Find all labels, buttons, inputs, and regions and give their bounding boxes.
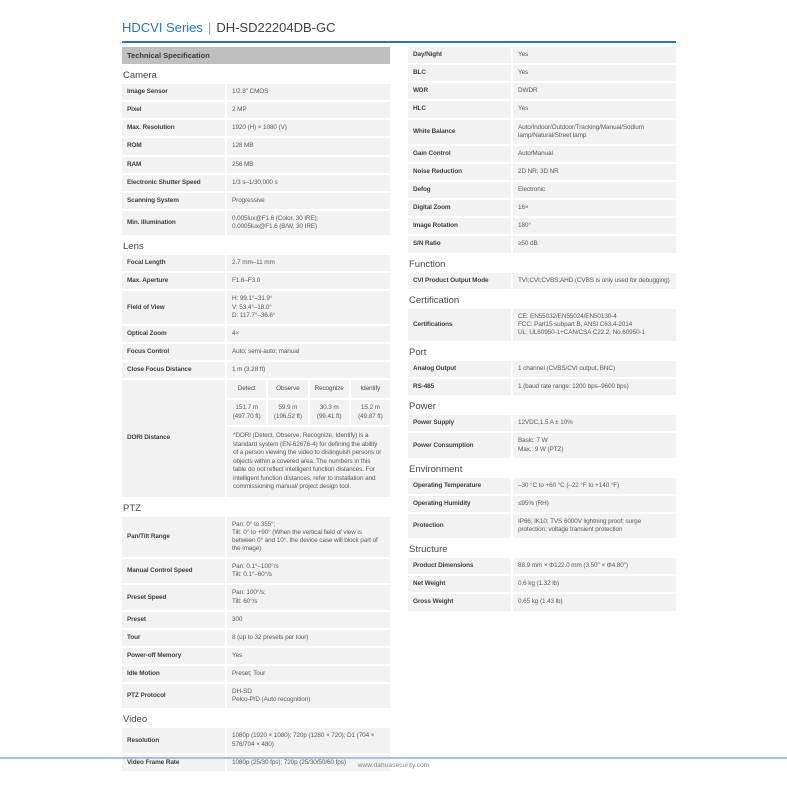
spec-row-label: White Balance: [408, 120, 511, 144]
value-line: ≥50 dB: [518, 240, 538, 248]
model-name: DH-SD22204DB-GC: [216, 20, 336, 35]
spec-row-label: RS-485: [408, 379, 511, 395]
footer-url: www.dahuasecurity.com: [357, 762, 430, 769]
value-line: 1/3 s–1/30,000 s: [232, 178, 278, 186]
spec-row-label: Gross Weight: [408, 594, 511, 610]
spec-row-label: Focal Length: [122, 255, 225, 271]
spec-row: [122, 102, 390, 118]
spec-row: [408, 182, 676, 198]
value-line: Pan: 100°/s;: [232, 589, 266, 597]
spec-row-label: Power Consumption: [408, 433, 511, 457]
spec-row-label: Tour: [122, 630, 225, 646]
title-separator: |: [207, 20, 212, 35]
spec-row-label: Field of View: [122, 291, 225, 323]
footer-rule: [0, 757, 787, 759]
spec-row-label: Image Rotation: [408, 218, 511, 234]
spec-row-value: [513, 47, 676, 63]
spec-row-value: [227, 559, 390, 583]
spec-header-bar: Technical Specification: [122, 47, 390, 64]
spec-row: [408, 309, 676, 341]
spec-row: [122, 728, 390, 752]
value-line: DWDR: [518, 87, 538, 95]
spec-row-label: Gain Control: [408, 146, 511, 162]
value-line: Yes: [518, 105, 529, 113]
spec-row-label: Certifications: [408, 309, 511, 341]
spec-row: [408, 415, 676, 431]
spec-row: [122, 517, 390, 558]
spec-row: [122, 193, 390, 209]
spec-row-label: Max. Resolution: [122, 120, 225, 136]
spec-row-value: [513, 218, 676, 234]
value-line: 0.0005lux@F1.6 (B/W, 30 IRE): [232, 223, 318, 230]
spec-row-value: [227, 326, 390, 342]
spec-row-value: [513, 309, 676, 341]
value-line: FCC: Part15 subpart B, ANSI C63.4-2014: [518, 320, 633, 328]
value-line: Auto/Indoor/Outdoor/Tracking/Manual/Sodium lamp/Natural/Street lamp: [518, 123, 644, 139]
spec-row-value: [513, 200, 676, 216]
spec-row: [408, 65, 676, 81]
dori-value-line: (196.52 ft): [273, 412, 302, 420]
spec-row: [408, 218, 676, 234]
section-title: Video: [123, 714, 148, 726]
spec-row-label: Operating Temperature: [408, 478, 511, 494]
dori-value-line: 59.9 m: [278, 404, 298, 412]
value-line: 1080p (1920 × 1080); 720p (1280 × 720); D1 (704 × 576/704 × 480): [232, 732, 375, 748]
spec-row-value: [513, 433, 676, 457]
section-title: PTZ: [123, 502, 141, 514]
right-column: [408, 47, 676, 613]
spec-row-label: RAM: [122, 157, 225, 173]
dori-value-cell: [268, 400, 307, 425]
spec-row-label: Defog: [408, 182, 511, 198]
dori-value-line: (49.87 ft): [358, 412, 383, 420]
spec-row-label: Close Focus Distance: [122, 362, 225, 378]
dori-value-cell: [227, 400, 266, 425]
value-line: Electronic: [518, 186, 546, 193]
section-title: Function: [409, 258, 446, 270]
spec-row-label: Preset Speed: [122, 585, 225, 609]
spec-row-label: Image Sensor: [122, 84, 225, 100]
spec-row: [408, 478, 676, 494]
spec-row-label: ROM: [122, 138, 225, 154]
spec-row-value: [227, 517, 390, 558]
spec-row-label: Net Weight: [408, 576, 511, 592]
dori-table: [227, 380, 390, 497]
value-line: CE: EN55032/EN55024/EN50130-4: [518, 312, 617, 320]
spec-row: [408, 496, 676, 512]
spec-row-label: Manual Control Speed: [122, 559, 225, 583]
spec-row: [408, 200, 676, 216]
spec-row-label: Noise Reduction: [408, 164, 511, 180]
spec-columns: [122, 47, 676, 773]
spec-row: [408, 164, 676, 180]
spec-row-label: Idle Motion: [122, 666, 225, 682]
spec-row-value: [227, 362, 390, 378]
value-line: Yes: [232, 651, 243, 659]
section-title: Structure: [409, 544, 448, 556]
spec-row-value: [513, 273, 676, 289]
spec-row-value: [227, 255, 390, 271]
value-line: 2D NR; 3D NR: [518, 167, 559, 175]
value-line: 256 MB: [232, 160, 254, 168]
page-title: [122, 20, 676, 43]
spec-row-value: [513, 120, 676, 144]
spec-row-label: BLC: [408, 65, 511, 81]
dori-col-header: Recognize: [310, 380, 349, 398]
value-line: 2.7 mm–11 mm: [232, 259, 275, 267]
spec-row: [122, 84, 390, 100]
spec-row-value: [227, 273, 390, 289]
value-line: ≤95% (RH): [518, 499, 549, 507]
spec-row-value: [513, 558, 676, 574]
section-title: Certification: [409, 294, 460, 306]
value-line: H: 99.1°–31.9°: [232, 295, 273, 303]
spec-row-value: [227, 193, 390, 209]
spec-row: [122, 138, 390, 154]
value-line: Tilt: 0° to +90° (When the vertical field of view is between 0° and 10°, the device case will block part of the image): [232, 528, 378, 553]
section-title: Power: [409, 401, 436, 413]
dori-note: *DORI (Detect, Observe, Recognize, Identify) is a standard system (EN-62676-4) for defining the ability of a person viewing the video to distinguish persons or objects within a covered area. The numbers in this table do not reflect intelligent function distances. For intelligent function distances, refer to installation and commissioning manual/ project design tool.: [227, 427, 390, 497]
value-line: F1.6–F3.0: [232, 277, 261, 285]
dori-col-header: Observe: [268, 380, 307, 398]
spec-row: [122, 120, 390, 136]
spec-row: [408, 514, 676, 538]
spec-row: [408, 433, 676, 457]
section-title: Environment: [409, 463, 463, 475]
spec-row-value: [513, 496, 676, 512]
value-line: 1 (baud rate range: 1200 bps–9600 bps): [518, 383, 629, 391]
spec-row-value: [513, 164, 676, 180]
spec-row-value: [513, 478, 676, 494]
spec-row: [408, 273, 676, 289]
spec-row: [122, 362, 390, 378]
spec-row: [408, 379, 676, 395]
spec-row-label: Video Frame Rate: [122, 755, 225, 771]
value-line: 88.9 mm × Φ122.0 mm (3.50" × Φ4.80"): [518, 562, 628, 570]
value-line: Pan: 0.1°–100°/s: [232, 563, 279, 571]
spec-row-label: Power Supply: [408, 415, 511, 431]
section-title: Camera: [123, 70, 157, 81]
spec-row-label: Optical Zoom: [122, 326, 225, 342]
spec-row-label: Min. Illumination: [122, 211, 225, 235]
dori-value-cell: [351, 400, 390, 425]
value-line: 2 MP: [232, 106, 247, 114]
value-line: –30 °C to +60 °C (–22 °F to +140 °F): [518, 481, 620, 489]
spec-row: [122, 273, 390, 289]
spec-row-label: Focus Control: [122, 344, 225, 360]
dori-block: [122, 380, 390, 497]
spec-row: [122, 585, 390, 609]
spec-row: [122, 326, 390, 342]
value-line: 0.65 kg (1.43 lb): [518, 598, 563, 606]
spec-row-value: [513, 83, 676, 99]
value-line: 12VDC,1.5 A ± 10%: [518, 419, 573, 427]
spec-row-label: HLC: [408, 101, 511, 117]
spec-row-label: WDR: [408, 83, 511, 99]
spec-row: [122, 291, 390, 323]
spec-row-value: [513, 415, 676, 431]
spec-row-value: [513, 182, 676, 198]
spec-row-value: [513, 361, 676, 377]
value-line: Tilt: 0.1°–60°/s: [232, 571, 272, 579]
value-line: 4×: [232, 329, 240, 337]
left-column: [122, 47, 390, 773]
value-line: 8 (up to 32 presets per tour): [232, 633, 309, 641]
spec-row-label: Product Dimensions: [408, 558, 511, 574]
spec-row-value: [227, 102, 390, 118]
dori-label: DORI Distance: [122, 380, 225, 497]
value-line: Progressive: [232, 196, 265, 204]
value-line: 16×: [518, 204, 529, 212]
value-line: 1 m (3.28 ft): [232, 366, 266, 373]
value-line: UL: UL60950-1+CAN/CSA C22.2, No.60950-1: [518, 328, 646, 336]
value-line: 128 MB: [232, 142, 254, 150]
value-line: 300: [232, 615, 243, 623]
spec-row-label: Scanning System: [122, 193, 225, 209]
dori-value-line: 151.7 m: [235, 404, 258, 412]
spec-row-value: [227, 630, 390, 646]
spec-row-value: [227, 666, 390, 682]
spec-row-label: Day/Night: [408, 47, 511, 63]
spec-row-value: [227, 648, 390, 664]
spec-row: [122, 255, 390, 271]
spec-row: [408, 361, 676, 377]
spec-row: [408, 120, 676, 144]
spec-row: [408, 83, 676, 99]
spec-row: [122, 612, 390, 628]
spec-row-label: Operating Humidity: [408, 496, 511, 512]
spec-row: [408, 576, 676, 592]
spec-row-value: [513, 236, 676, 252]
spec-row: [408, 236, 676, 252]
spec-row-label: Pixel: [122, 102, 225, 118]
spec-row-value: [227, 612, 390, 628]
spec-row-label: Preset: [122, 612, 225, 628]
value-line: Pan: 0° to 355°;: [232, 520, 276, 528]
spec-row: [408, 558, 676, 574]
spec-row-value: [227, 728, 390, 752]
spec-row-value: [513, 514, 676, 538]
spec-row: [122, 666, 390, 682]
spec-row-value: [227, 157, 390, 173]
spec-row: [122, 157, 390, 173]
dori-value-line: 30.3 m: [319, 404, 339, 412]
spec-row: [122, 684, 390, 708]
spec-row-value: [227, 138, 390, 154]
section-title: Lens: [123, 241, 144, 253]
spec-row: [122, 559, 390, 583]
spec-row: [408, 101, 676, 117]
value-line: 0.005lux@F1.6 (Color, 30 IRE);: [232, 214, 319, 222]
spec-row-value: [227, 344, 390, 360]
value-line: Auto; semi-auto; manual: [232, 347, 299, 355]
spec-row: [122, 211, 390, 235]
spec-row: [122, 630, 390, 646]
spec-row-value: [513, 146, 676, 162]
value-line: Auto/Manual: [518, 149, 553, 157]
spec-row-label: Power-off Memory: [122, 648, 225, 664]
dori-value-line: (99.41 ft): [316, 412, 342, 420]
spec-row: [408, 146, 676, 162]
dori-value-line: 15.2 m: [360, 404, 380, 412]
spec-row-value: [227, 585, 390, 609]
value-line: 1 channel (CVBS/CVI output, BNC): [518, 365, 615, 372]
value-line: Basic: 7 W: [518, 437, 548, 445]
value-line: Yes: [518, 51, 529, 58]
spec-row-label: PTZ Protocol: [122, 684, 225, 708]
spec-row-label: Digital Zoom: [408, 200, 511, 216]
page-content: [122, 20, 676, 773]
spec-row-value: [513, 101, 676, 117]
spec-row-label: Resolution: [122, 728, 225, 752]
series-name: HDCVI Series: [122, 20, 203, 35]
spec-row-label: CVI Product Output Mode: [408, 273, 511, 289]
spec-row-label: Pan/Tilt Range: [122, 517, 225, 558]
section-title: Port: [409, 347, 427, 358]
spec-row: [408, 594, 676, 610]
spec-row-value: [227, 684, 390, 708]
spec-row-value: [227, 291, 390, 323]
spec-row-value: [513, 594, 676, 610]
spec-row: [122, 344, 390, 360]
value-line: TVI;CVI;CVBS;AHD (CVBS is only used for debugging): [518, 276, 670, 284]
spec-row-label: Electronic Shutter Speed: [122, 175, 225, 191]
dori-grid: [227, 380, 390, 425]
value-line: IP66; IK10; TVS 6000V lightning proof; surge protection; voltage transient protection: [518, 517, 642, 533]
spec-row-value: [227, 120, 390, 136]
spec-row-label: S/N Ratio: [408, 236, 511, 252]
spec-row-value: [227, 175, 390, 191]
spec-row-label: Max. Aperture: [122, 273, 225, 289]
spec-row-label: Protection: [408, 514, 511, 538]
value-line: 1/2.8" CMOS: [232, 88, 269, 95]
dori-value-line: (497.70 ft): [232, 412, 261, 420]
spec-row-value: [513, 576, 676, 592]
spec-row: [408, 47, 676, 63]
dori-col-header: Detect: [227, 380, 266, 398]
value-line: Tilt: 60°/s: [232, 597, 258, 605]
value-line: Yes: [518, 69, 529, 77]
value-line: Preset; Tour: [232, 670, 266, 678]
value-line: 0.6 kg (1.32 lb): [518, 580, 560, 588]
value-line: DH-SD: [232, 688, 252, 696]
spec-row-value: [227, 211, 390, 235]
spec-row-label: Analog Output: [408, 361, 511, 377]
spec-row-value: [513, 65, 676, 81]
spec-row-value: [227, 84, 390, 100]
value-line: Max.: 9 W (PTZ): [518, 445, 564, 453]
value-line: 180°: [518, 222, 531, 230]
spec-row: [122, 175, 390, 191]
value-line: V: 53.4°–18.0°: [232, 303, 272, 311]
spec-row-value: [513, 379, 676, 395]
dori-value-cell: [310, 400, 349, 425]
value-line: Pelco-P/D (Auto recognition): [232, 696, 311, 704]
value-line: 1920 (H) × 1080 (V): [232, 124, 287, 132]
spec-row: [122, 648, 390, 664]
value-line: D: 117.7°–36.6°: [232, 311, 276, 319]
dori-col-header: Identify: [351, 380, 390, 398]
value-line: 1080p (25/30 fps); 720p (25/30/50/60 fps): [232, 758, 346, 766]
